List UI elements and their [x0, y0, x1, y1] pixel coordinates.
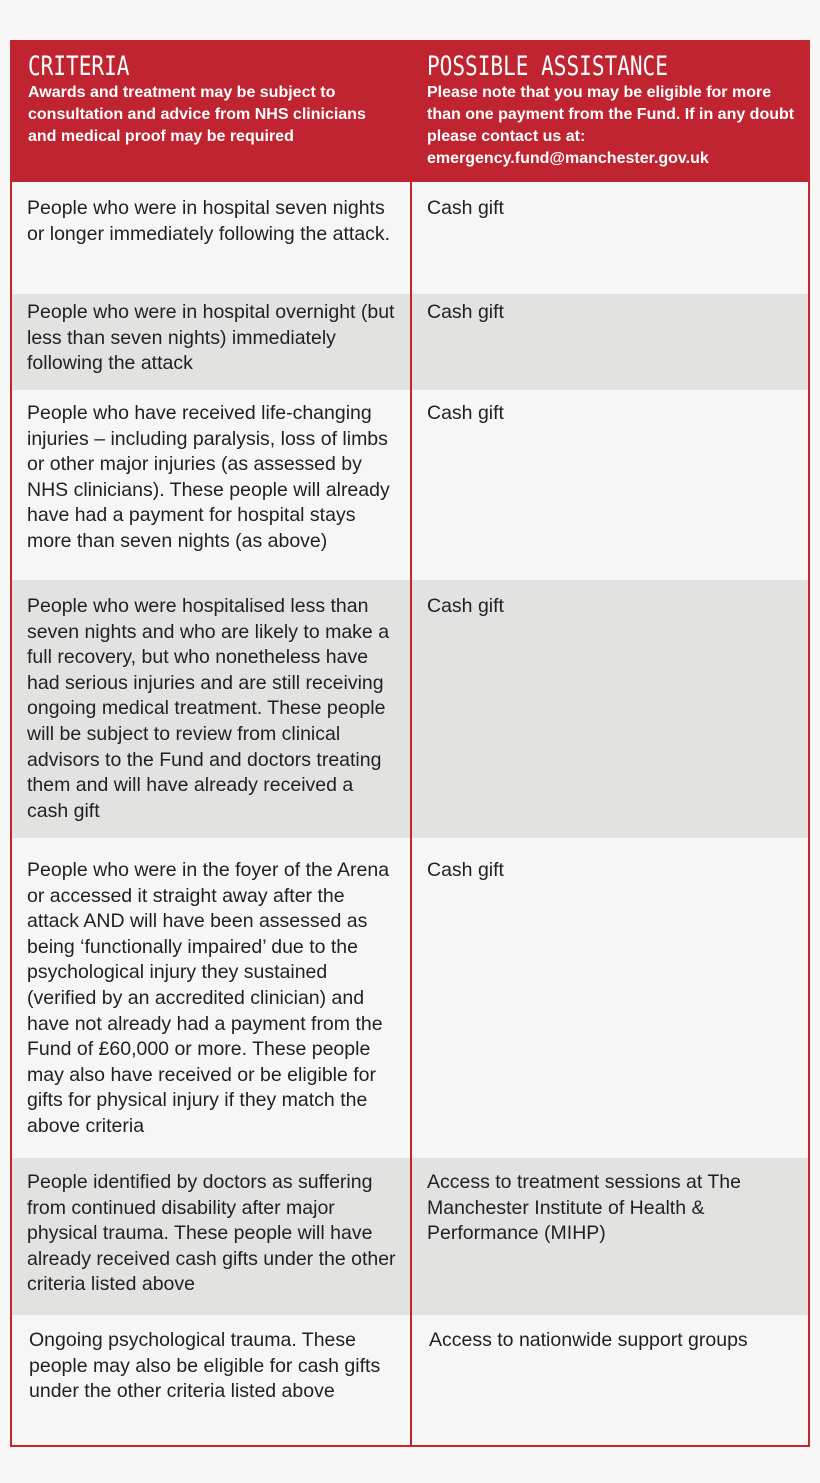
criteria-cell: People who were in the foyer of the Arena or accessed it straight away after the attack AND will have been assessed as being ‘functionally impaired’ due to the psychological injury they sustained (verified by an accredited clinician) and have not already had a payment from the Fund of £60,000 or more. These people may also have received or be eligible for gifts for physical injury if they match the above criteria — [27, 859, 390, 1137]
criteria-title: CRITERIA — [28, 51, 130, 82]
criteria-note: Awards and treatment may be subject to consultation and advice from NHS clinicians and medical proof may be required — [28, 84, 366, 145]
assistance-header — [427, 52, 802, 170]
criteria-cell: People identified by doctors as suffering from continued disability after major physical trauma. These people will have already received cash gifts under the other criteria listed above — [27, 1171, 396, 1296]
assistance-cell: Cash gift — [427, 402, 504, 424]
assistance-note: Please note that you may be eligible for more than one payment from the Fund. If in any doubt please contact us at: — [427, 84, 795, 145]
assistance-cell: Access to nationwide support groups — [429, 1329, 748, 1351]
criteria-cell: Ongoing psychological trauma. These people may also be eligible for cash gifts under the other criteria listed above — [29, 1329, 381, 1403]
contact-email[interactable]: emergency.fund@manchester.gov.uk — [427, 150, 709, 167]
assistance-cell: Cash gift — [427, 595, 504, 617]
criteria-cell: People who were in hospital overnight (but less than seven nights) immediately following the attack — [27, 301, 395, 375]
criteria-cell: People who were in hospital seven nights or longer immediately following the attack. — [27, 197, 391, 245]
assistance-table — [10, 40, 810, 1447]
criteria-cell: People who have received life-changing injuries – including paralysis, loss of limbs or other major injuries (as assessed by NHS clinicians). These people will already have had a payment for hospital stays more than seven nights (as above) — [27, 402, 390, 552]
assistance-title: POSSIBLE ASSISTANCE — [427, 51, 668, 82]
assistance-cell: Access to treatment sessions at The Manchester Institute of Health & Performance (MIHP) — [427, 1171, 741, 1245]
criteria-header — [28, 52, 398, 148]
assistance-cell: Cash gift — [427, 301, 504, 323]
assistance-cell: Cash gift — [427, 197, 504, 219]
assistance-cell: Cash gift — [427, 859, 504, 881]
column-divider — [410, 42, 412, 1445]
criteria-cell: People who were hospitalised less than seven nights and who are likely to make a full recovery, but who nonetheless have had serious injuries and are still receiving ongoing medical treatment. These people will be subject to review from clinical advisors to the Fund and doctors treating them and will have already received a cash gift — [27, 595, 390, 822]
